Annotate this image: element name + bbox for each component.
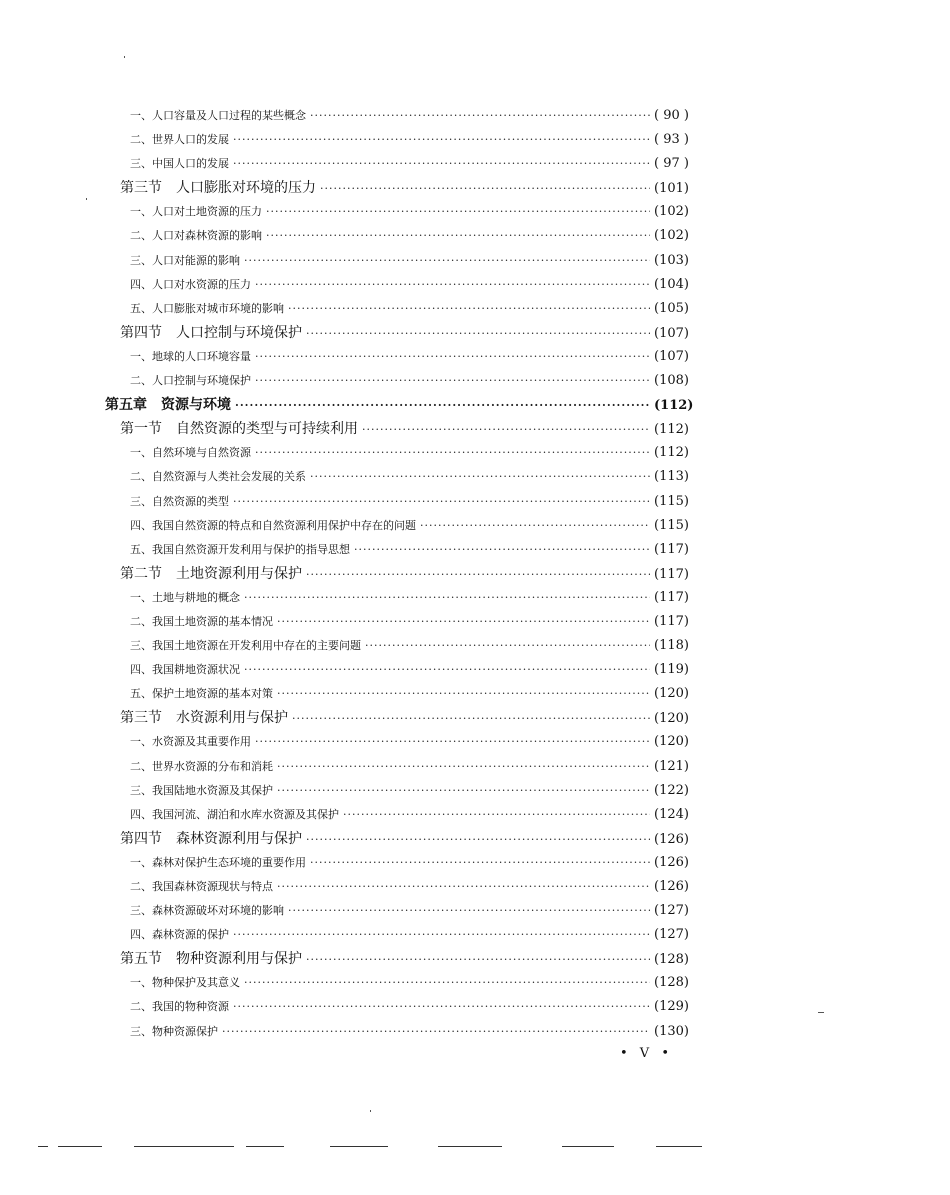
toc-entry-title: 第四节 森林资源利用与保护 [120, 830, 302, 847]
toc-entry-page: (124) [654, 806, 689, 822]
toc-dot-leader [288, 297, 650, 321]
toc-dot-leader [233, 128, 650, 152]
toc-dot-leader [222, 1020, 650, 1044]
toc-entry-page: (120) [654, 734, 689, 750]
toc-dot-leader [277, 610, 650, 634]
toc-dot-leader [277, 755, 650, 779]
toc-entry-page: (107) [654, 325, 689, 341]
toc-entry-title: 三、中国人口的发展 [130, 157, 229, 171]
toc-entry-title: 三、我国土地资源在开发利用中存在的主要问题 [130, 639, 361, 653]
toc-subsection [100, 779, 700, 803]
toc-section [100, 827, 700, 851]
scan-line [58, 1146, 102, 1147]
toc-entry-page: (122) [654, 782, 689, 798]
toc-entry-title: 第一节 自然资源的类型与可持续利用 [120, 421, 358, 438]
toc-entry-page: (130) [654, 1023, 689, 1039]
toc-dot-leader [255, 273, 650, 297]
toc-entry-page: ( 90 ) [654, 108, 689, 123]
toc-subsection [100, 200, 700, 224]
toc-entry-page: (117) [654, 566, 689, 582]
scan-speck [818, 1012, 824, 1013]
toc-entry-page: (120) [654, 711, 689, 727]
toc-entry-title: 第三节 水资源利用与保护 [120, 710, 288, 727]
toc-dot-leader [266, 200, 650, 224]
page-number: • V • [620, 1046, 673, 1061]
toc-entry-page: (115) [654, 493, 689, 509]
toc-entry-title: 二、人口对森林资源的影响 [130, 229, 262, 243]
toc-entry-page: (113) [654, 469, 689, 485]
toc-entry-title: 第五节 物种资源利用与保护 [120, 951, 302, 968]
toc-dot-leader [255, 441, 650, 465]
toc-entry-title: 第三节 人口膨胀对环境的压力 [120, 180, 316, 197]
toc-subsection [100, 923, 700, 947]
toc-subsection [100, 104, 700, 128]
toc-entry-page: (119) [654, 662, 689, 678]
toc-entry-page: (102) [654, 204, 689, 220]
toc-entry-title: 四、人口对水资源的压力 [130, 277, 251, 291]
toc-dot-leader [362, 418, 650, 441]
toc-entry-page: (126) [654, 831, 689, 847]
toc-entry-title: 五、我国自然资源开发利用与保护的指导思想 [130, 542, 350, 556]
toc-entry-page: (127) [654, 927, 689, 943]
toc-subsection [100, 658, 700, 682]
scan-line [656, 1146, 702, 1147]
scan-line [38, 1146, 48, 1147]
toc-entry-page: ( 93 ) [654, 132, 689, 148]
toc-chapter [100, 393, 700, 417]
toc-entry-page: (107) [654, 348, 689, 364]
toc-dot-leader [365, 634, 650, 658]
toc-dot-leader [255, 730, 650, 754]
toc-section [100, 417, 700, 441]
toc-section [100, 562, 700, 586]
toc-subsection [100, 610, 700, 634]
toc-dot-leader [244, 586, 650, 610]
toc-section [100, 947, 700, 971]
toc-subsection [100, 851, 700, 875]
toc-entry-title: 四、我国自然资源的特点和自然资源利用保护中存在的问题 [130, 518, 416, 532]
scan-speck [370, 1110, 371, 1112]
toc-dot-leader [354, 538, 650, 562]
toc-subsection [100, 730, 700, 754]
toc-subsection [100, 224, 700, 248]
toc-subsection [100, 128, 700, 152]
toc-entry-page: (104) [654, 276, 689, 292]
toc-entry-page: (112) [654, 398, 694, 414]
toc-subsection [100, 369, 700, 393]
toc-entry-title: 一、森林对保护生态环境的重要作用 [130, 855, 306, 869]
toc-dot-leader [292, 707, 650, 730]
toc-section [100, 706, 700, 730]
toc-entry-title: 三、自然资源的类型 [130, 494, 229, 508]
toc-dot-leader [306, 322, 650, 345]
toc-entry-page: (121) [654, 758, 689, 774]
toc-dot-leader [310, 104, 650, 128]
toc-entry-title: 二、自然资源与人类社会发展的关系 [130, 470, 306, 484]
toc-dot-leader [244, 249, 650, 273]
scan-speck [86, 198, 87, 200]
toc-entry-page: (112) [654, 445, 689, 461]
toc-subsection [100, 345, 700, 369]
toc-entry-page: (115) [654, 517, 689, 533]
toc-subsection [100, 249, 700, 273]
toc-dot-leader [306, 948, 650, 971]
toc-entry-page: (118) [654, 638, 689, 654]
toc-entry-page: (117) [654, 613, 689, 629]
toc-dot-leader [244, 971, 650, 995]
toc-entry-title: 一、人口容量及人口过程的某些概念 [130, 109, 306, 122]
toc-entry-title: 二、世界人口的发展 [130, 133, 229, 147]
toc-dot-leader [244, 658, 650, 682]
toc-dot-leader [255, 345, 650, 369]
toc-subsection [100, 682, 700, 706]
toc-subsection [100, 803, 700, 827]
toc-dot-leader [233, 995, 650, 1019]
toc-entry-title: 二、我国的物种资源 [130, 1000, 229, 1014]
toc-entry-page: (128) [654, 975, 689, 991]
toc-entry-page: (126) [654, 879, 689, 894]
toc-subsection [100, 465, 700, 489]
toc-subsection [100, 152, 700, 176]
toc-entry-title: 四、我国河流、湖泊和水库水资源及其保护 [130, 807, 339, 821]
toc-dot-leader [306, 828, 650, 851]
toc-entry-title: 五、人口膨胀对城市环境的影响 [130, 301, 284, 315]
toc-dot-leader [343, 803, 650, 827]
scan-speck [124, 56, 125, 58]
table-of-contents [100, 104, 700, 1044]
toc-entry-title: 一、水资源及其重要作用 [130, 735, 251, 749]
toc-entry-page: (120) [654, 686, 689, 702]
toc-entry-page: (129) [654, 999, 689, 1015]
scan-line [330, 1146, 388, 1147]
toc-dot-leader [233, 490, 650, 514]
toc-entry-page: (103) [654, 252, 689, 268]
toc-dot-leader [288, 899, 650, 923]
toc-entry-page: (101) [654, 181, 689, 197]
toc-subsection [100, 899, 700, 923]
toc-entry-title: 三、我国陆地水资源及其保护 [130, 783, 273, 797]
toc-entry-title: 三、人口对能源的影响 [130, 253, 240, 267]
toc-dot-leader [306, 563, 650, 586]
toc-dot-leader [277, 682, 650, 706]
toc-entry-title: 四、森林资源的保护 [130, 928, 229, 942]
toc-subsection [100, 995, 700, 1019]
toc-entry-title: 一、物种保护及其意义 [130, 976, 240, 990]
toc-entry-title: 五、保护土地资源的基本对策 [130, 687, 273, 701]
toc-entry-title: 二、人口控制与环境保护 [130, 374, 251, 388]
toc-subsection [100, 538, 700, 562]
toc-entry-title: 三、物种资源保护 [130, 1024, 218, 1038]
toc-subsection [100, 875, 700, 899]
toc-dot-leader [233, 152, 650, 176]
toc-entry-page: (112) [654, 422, 689, 438]
toc-entry-title: 一、地球的人口环境容量 [130, 349, 251, 363]
scan-line [562, 1146, 614, 1147]
toc-entry-page: ( 97 ) [654, 156, 689, 172]
toc-subsection [100, 514, 700, 538]
scan-line [438, 1146, 502, 1147]
toc-entry-title: 一、土地与耕地的概念 [130, 590, 240, 604]
toc-subsection [100, 755, 700, 779]
toc-entry-page: (102) [654, 228, 689, 244]
toc-dot-leader [235, 394, 650, 417]
toc-entry-page: (127) [654, 903, 689, 919]
toc-entry-title: 第四节 人口控制与环境保护 [120, 324, 302, 341]
scan-line [134, 1146, 234, 1147]
toc-dot-leader [277, 779, 650, 803]
toc-entry-title: 二、我国土地资源的基本情况 [130, 614, 273, 628]
toc-dot-leader [310, 465, 650, 489]
toc-entry-page: (105) [654, 300, 689, 316]
toc-entry-title: 一、自然环境与自然资源 [130, 446, 251, 460]
toc-section [100, 321, 700, 345]
toc-entry-title: 二、我国森林资源现状与特点 [130, 880, 273, 893]
toc-subsection [100, 273, 700, 297]
toc-entry-page: (108) [654, 373, 689, 389]
toc-entry-page: (117) [654, 541, 689, 557]
toc-entry-title: 二、世界水资源的分布和消耗 [130, 759, 273, 773]
toc-dot-leader [255, 369, 650, 393]
toc-entry-title: 四、我国耕地资源状况 [130, 663, 240, 677]
toc-dot-leader [266, 224, 650, 248]
toc-subsection [100, 297, 700, 321]
toc-entry-page: (117) [654, 589, 689, 605]
toc-subsection [100, 586, 700, 610]
toc-entry-title: 第二节 土地资源利用与保护 [120, 565, 302, 582]
toc-section [100, 176, 700, 200]
scan-line [246, 1146, 284, 1147]
toc-entry-title: 三、森林资源破坏对环境的影响 [130, 904, 284, 918]
toc-dot-leader [277, 875, 650, 899]
toc-subsection [100, 971, 700, 995]
toc-dot-leader [420, 514, 650, 538]
toc-entry-title: 第五章 资源与环境 [105, 397, 231, 414]
toc-subsection [100, 441, 700, 465]
toc-subsection [100, 490, 700, 514]
toc-subsection [100, 1020, 700, 1044]
toc-dot-leader [233, 923, 650, 947]
toc-entry-page: (128) [654, 952, 689, 968]
toc-entry-title: 一、人口对土地资源的压力 [130, 205, 262, 219]
toc-subsection [100, 634, 700, 658]
toc-dot-leader [310, 851, 650, 875]
toc-entry-page: (126) [654, 854, 689, 870]
toc-dot-leader [320, 177, 650, 200]
